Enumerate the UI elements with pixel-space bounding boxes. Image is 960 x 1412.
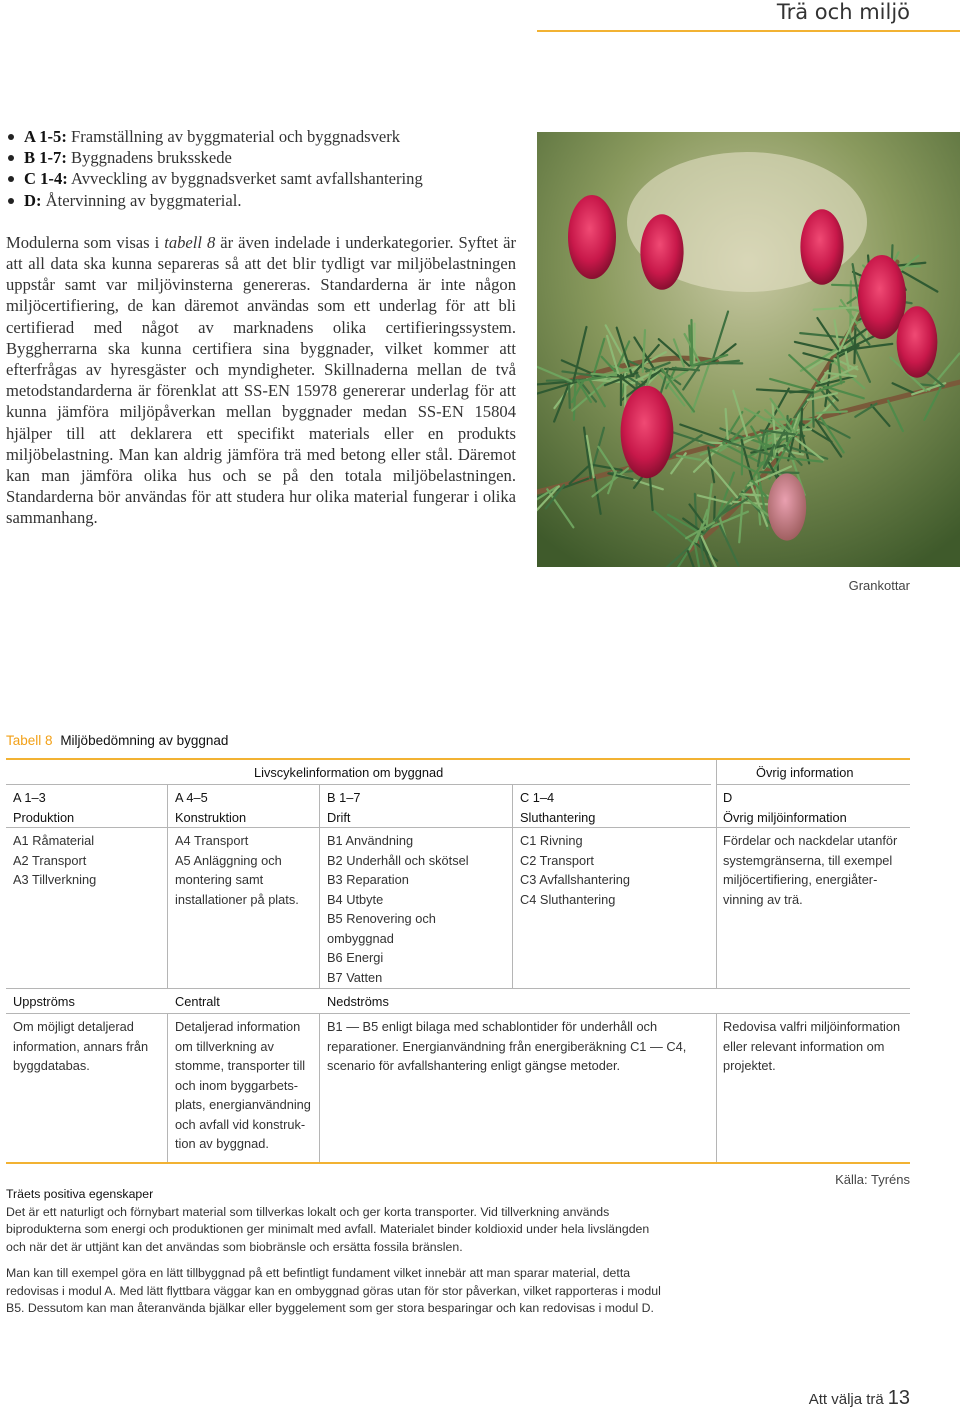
table-cell: Redovisa valfri miljöinformation eller relevant information om projektet. [723,1019,901,1073]
table-cell: Detaljerad information om tillverkning av stomme, transporter till och inom byggarbets- plats, energianvändning och avfall vid konstruk- tion av byggnad. [175,1019,311,1151]
needle [691,320,692,365]
table-cell: A1 Råmaterial A2 Transport A3 Tillverkning [13,833,97,887]
table-label: Tabell 8 [6,733,53,748]
list-item: C 1-4: Avveckling av byggnadsverket samt avfallshantering [6,168,516,189]
needle [714,497,715,523]
flow-central: Centralt [175,994,220,1009]
spruce-cone [800,209,843,285]
spruce-cone [768,473,806,540]
table-top-rule [6,758,910,760]
table-title [6,733,228,748]
table-rule [6,784,711,785]
header-rule [537,30,960,32]
table-rule [6,988,910,989]
needle [817,411,847,412]
group-header-lcc: Livscykelinformation om byggnad [254,765,444,780]
info-box [6,1186,666,1318]
column-divider [716,760,717,988]
table-reference: tabell 8 [164,232,216,252]
box-paragraph: Man kan till exempel göra en lätt tillbyggnad på ett befintligt fundament vilket innebär att man sparar material, detta redovisas i modul A. Med lätt flyttbara väggar kan en ombyggnad göras utan för stor påverkan, vilket rapporteras i modul B5. Dessutom kan man återanvända bjälkar eller byggelement som ger stora besparingar och kan redovisas i modul D. [6,1266,661,1315]
list-item: D: Återvinning av byggmaterial. [6,190,516,211]
column-divider [167,1014,168,1162]
spruce-cone [621,386,674,478]
column-divider [319,785,320,988]
table-cell: B1 — B5 enligt bilaga med schablontider för underhåll och reparationer. Energianvändning från energiberäkning C1 — C4, scenario för avfallshantering enligt gängse metoder. [327,1019,687,1073]
box-paragraph: Det är ett naturligt och förnybart material som tillverkas lokalt och ger korta transporter. Vid tillverkning används biprodukterna som energi och produktionen ger minimalt med avfall. Materialet binder koldioxid under hela livslängden och när det är uttjänt kan det användas som biobränsle och ersätta fossila bränslen. [6,1204,650,1254]
col-header-a13: A 1–3 Produktion [13,790,75,825]
column-divider [167,785,168,988]
spruce-cone [897,306,938,377]
box-title: Träets positiva egenskaper [6,1187,154,1201]
spruce-cone [568,195,616,279]
body-text [6,126,516,529]
table-cell: A4 Transport A5 Anläggning och montering samt installationer på plats. [175,833,299,907]
flow-downstream: Nedströms [327,994,389,1009]
col-header-d: D Övrig miljöinformation [723,790,847,825]
module-list [6,126,516,211]
col-header-c14: C 1–4 Sluthantering [520,790,596,825]
list-item: A 1-5: Framställning av byggmaterial och byggnadsverk [6,126,516,147]
needle [813,392,814,427]
group-header-other: Övrig information [756,765,854,780]
spruce-cones-photo [537,132,960,567]
table-cell: C1 Rivning C2 Transport C3 Avfallshantering C4 Sluthantering [520,833,631,907]
table-cell: Fördelar och nackdelar utanför systemgränserna, till exempel miljöcertifiering, energiåter- vinning av trä. [723,833,898,907]
needle [569,382,570,408]
table-cell: B1 Användning B2 Underhåll och skötsel B3 Reparation B4 Utbyte B5 Renovering och ombyggnad B6 Energi B7 Vatten [327,833,469,985]
body-paragraph: Modulerna som visas i tabell 8 är även indelade i underkategorier. Syftet är att all data ska kunna separeras så att det blir tydligt var miljöbelastningen uppstår samt var miljövinsterna genereras. Standarderna är inte någon miljöcertifiering, de kan däremot användas som ett underlag för att bli certifierad med något av marknadens olika certifieringssystem. Byggherrarna ska kunna certifiera sina byggnader, vilket kommer att efterfrågas av hyresgäster och myndigheter. Skillnaderna mellan de två metodstandarderna är förenklat att SS-EN 15978 genererar underlag för att kunna jämföra miljöpåverkan mellan byggnader medan SS-EN 15804 hjälper till att deklarera ett specifikt materials eller en produkts miljöbelastning. Man kan aldrig jämföra trä med betong eller stål. Däremot kan man jämföra olika hus och se på den totala miljöbelastningen. Standarderna bör användas för att studera hur olika material fungerar i olika sammanhang. [6,232,516,528]
page-number: 13 [887,1387,910,1409]
col-header-a45: A 4–5 Konstruktion [175,790,247,825]
column-divider [512,785,513,988]
list-item: B 1-7: Byggnadens bruksskede [6,147,516,168]
table-rule [6,827,910,828]
page-footer [809,1387,910,1410]
flow-upstream: Uppströms [13,994,75,1009]
photo-caption: Grankottar [848,578,910,593]
column-divider [716,1014,717,1162]
column-divider [319,1014,320,1162]
running-header: Trä och miljö [776,0,910,24]
table-caption: Miljöbedömning av byggnad [60,733,229,748]
col-header-b17: B 1–7 Drift [327,790,361,825]
table-rule [6,1013,910,1014]
table-source: Källa: Tyréns [835,1172,910,1187]
footer-label: Att välja trä [808,1391,884,1408]
spruce-cone [640,214,683,290]
table-rule [716,784,910,785]
table-cell: Om möjligt detaljerad information, annars från byggdatabas. [13,1019,149,1073]
table-bottom-rule [6,1162,910,1164]
